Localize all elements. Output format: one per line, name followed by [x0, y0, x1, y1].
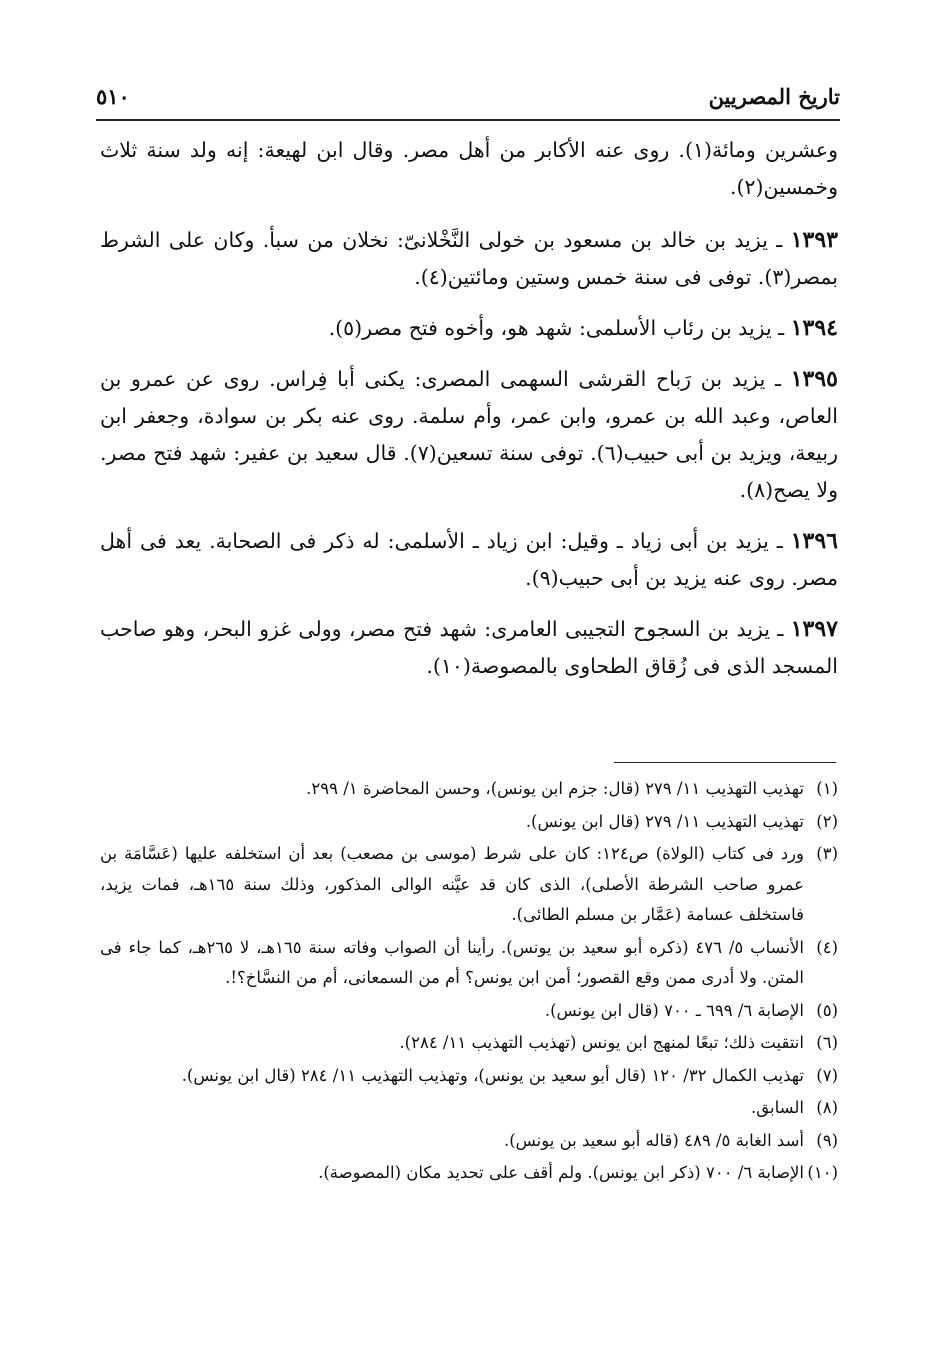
footnote-7 — [100, 1061, 838, 1092]
footnote-5 — [100, 996, 838, 1027]
book-title: تاريخ المصريين — [708, 84, 840, 109]
footnotes — [100, 774, 838, 1191]
footnote-text: السابق. — [751, 1098, 804, 1117]
footnote-mark: (٤) — [816, 937, 838, 957]
footnote-8 — [100, 1093, 838, 1124]
footnote-mark: (٧) — [816, 1065, 838, 1085]
footnote-6 — [100, 1028, 838, 1059]
running-header — [96, 80, 840, 116]
footnote-1 — [100, 774, 838, 805]
entry-continuation — [100, 132, 838, 206]
header-rule — [96, 119, 840, 121]
page-number: ٥١٠ — [96, 84, 130, 109]
footnote-text: تهذيب التهذيب ١١/ ٢٧٩ (قال ابن يونس). — [525, 811, 804, 831]
footnote-text: الإصابة ٦/ ٧٠٠ (ذكر ابن يونس). ولم أقف على تحديد مكان (المصوصة). — [318, 1163, 804, 1182]
entry-1395 — [100, 361, 838, 509]
footnote-mark: (١) — [816, 779, 838, 798]
entry-number: ١٣٩٣ — [790, 227, 838, 253]
footnote-2 — [100, 807, 838, 838]
footnote-rule — [614, 762, 836, 763]
footnote-text: الإصابة ٦/ ٦٩٩ ـ ٧٠٠ (قال ابن يونس). — [544, 1000, 804, 1020]
footnote-mark: (٦) — [816, 1033, 838, 1052]
footnote-mark: (٨) — [816, 1098, 838, 1117]
footnote-4 — [100, 933, 838, 994]
footnote-text: ورد فى كتاب (الولاة) ص١٢٤: كان على شرط (موسى بن مصعب) بعد أن استخلفه عليها (عَسَّامَة بن عمرو صاحب الشرطة الأصلى)، الذى كان قد عيَّنه الوالى المذكور، وذلك سنة ١٦٥هـ، فمات يزيد، فاستخلف عسامة (عَمَّار بن مسلم الطائى). — [100, 844, 804, 924]
entry-1393 — [100, 222, 838, 296]
footnote-text: تهذيب التهذيب ١١/ ٢٧٩ (قال: جزم ابن يونس)، وحسن المحاضرة ١/ ٢٩٩. — [306, 779, 804, 798]
entry-number: ١٣٩٧ — [790, 616, 838, 642]
footnote-mark: (١٠) — [807, 1163, 838, 1182]
footnote-3 — [100, 839, 838, 931]
entry-text: ـ يزيد بن رئاب الأسلمى: شهد هو، وأخوه فتح مصر(٥). — [328, 316, 785, 340]
entry-text: ـ يزيد بن خالد بن مسعود بن خولى النَّخْلانىّ: نخلان من سبأ. وكان على الشرط بمصر(٣). توفى فى سنة خمس وستين ومائتين(٤). — [100, 228, 838, 289]
footnote-10 — [100, 1158, 838, 1189]
footnote-text: أسد الغابة ٥/ ٤٨٩ (قاله أبو سعيد بن يونس). — [503, 1130, 804, 1150]
footnote-text: انتقيت ذلك؛ تبعًا لمنهج ابن يونس (تهذيب التهذيب ١١/ ٢٨٤). — [399, 1033, 804, 1052]
footnote-text: تهذيب الكمال ٣٢/ ١٢٠ (قال أبو سعيد بن يونس)، وتهذيب التهذيب ١١/ ٢٨٤ (قال ابن يونس). — [181, 1065, 804, 1085]
entry-1396 — [100, 523, 838, 597]
entry-1394 — [100, 310, 838, 347]
entry-number: ١٣٩٥ — [790, 366, 838, 392]
footnote-mark: (٢) — [816, 811, 838, 831]
entry-text: ـ يزيد بن رَباح القرشى السهمى المصرى: يكنى أبا فِراس. روى عن عمرو بن العاص، وعبد الله بن عمرو، وابن عمر، وأم سلمة. روى عنه بكر بن سوادة، وجعفر ابن ربيعة، ويزيد بن أبى حبيب(٦). توفى سنة تسعين(٧). قال سعيد بن عفير: شهد فتح مصر. ولا يصح(٨). — [100, 367, 838, 502]
footnote-mark: (٥) — [816, 1000, 838, 1020]
main-text — [100, 132, 838, 699]
footnote-mark: (٩) — [816, 1130, 838, 1150]
entry-text: ـ يزيد بن أبى زياد ـ وقيل: ابن زياد ـ الأسلمى: له ذكر فى الصحابة. يعد فى أهل مصر. روى عنه يزيد بن أبى حبيب(٩). — [100, 529, 838, 590]
footnote-9 — [100, 1126, 838, 1157]
entry-number: ١٣٩٦ — [790, 528, 838, 554]
footnote-mark: (٣) — [816, 844, 838, 863]
entry-text: وعشرين ومائة(١). روى عنه الأكابر من أهل مصر. وقال ابن لهيعة: إنه ولد سنة ثلاث وخمسين(٢). — [100, 138, 838, 199]
entry-1397 — [100, 611, 838, 685]
footnote-text: الأنساب ٥/ ٤٧٦ (ذكره أبو سعيد بن يونس). رأينا أن الصواب وفاته سنة ١٦٥هـ، لا ٢٦٥هـ، كما جاء فى المتن. ولا أدرى ممن وقع القصور؛ أمن ابن يونس؟ أم من السمعانى، أم من النسَّاخ؟!. — [100, 937, 804, 987]
entry-text: ـ يزيد بن السجوح التجيبى العامرى: شهد فتح مصر، وولى غزو البحر، وهو صاحب المسجد الذى فى زُقاق الطحاوى بالمصوصة(١٠). — [100, 617, 838, 678]
entry-number: ١٣٩٤ — [790, 315, 838, 341]
